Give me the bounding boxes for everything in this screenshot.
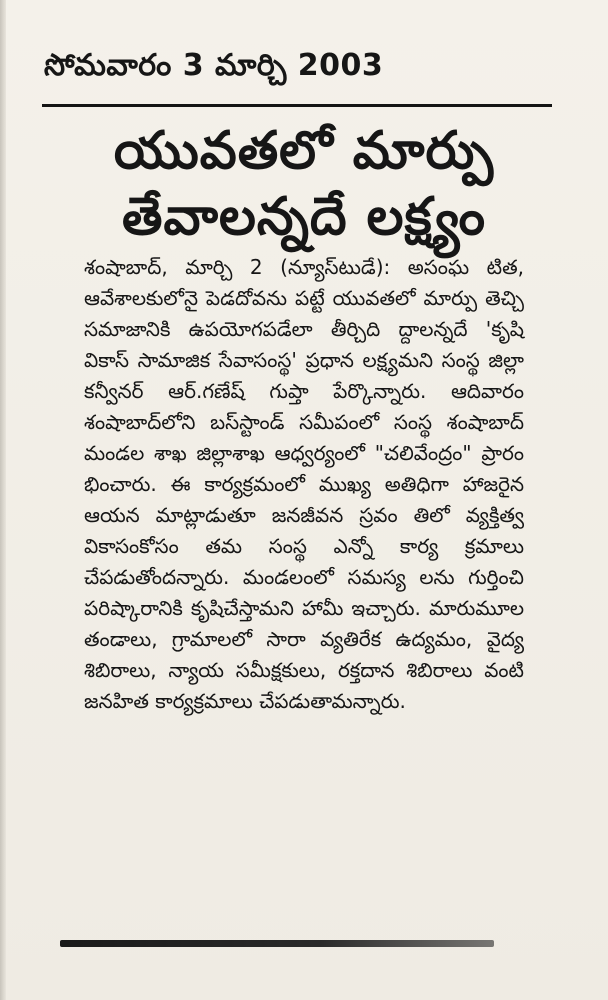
article-body [84, 252, 524, 717]
dateline-rule [42, 104, 552, 107]
headline-line-2: తేవాలన్నదే లక్ష్యం [122, 187, 486, 247]
headline-line-1: యువతలో మార్పు [113, 121, 495, 181]
dateline: సోమవారం 3 మార్చి 2003 [44, 48, 384, 83]
end-rule [60, 940, 494, 947]
paper-edge [0, 0, 6, 1000]
article-paragraph: శంషాబాద్, మార్చి 2 (న్యూస్‌టుడే): అసంఘ టిత, ఆవేశాలకులోనై పెడదోవను పట్టే యువతలో మార్పు తెచ్చి సమాజానికి ఉపయోగపడేలా తీర్చిది ద్దాలన్నదే 'కృషి వికాస్ సామాజిక సేవాసంస్థ' ప్రధాన లక్ష్యమని సంస్థ జిల్లా కన్వీనర్ ఆర్.గణేష్ గుప్తా పేర్కొన్నారు. ఆదివారం శంషాబాద్‌లోని బస్‌స్టాండ్ సమీపంలో సంస్థ శంషాబాద్ మండల శాఖ జిల్లాశాఖ ఆధ్వర్యంలో "చలివేంద్రం" ప్రారం భించారు. ఈ కార్యక్రమంలో ముఖ్య అతిధిగా హాజరైన ఆయన మాట్లాడుతూ జనజీవన స్రవం తిలో వ్యక్తిత్వ వికాసంకోసం తమ సంస్థ ఎన్నో కార్య క్రమాలు చేపడుతోందన్నారు. మండలంలో సమస్య లను గుర్తించి పరిష్కారానికి కృషిచేస్తామని హామీ ఇచ్చారు. మారుమూల తండాలు, గ్రామాలలో సారా వ్యతిరేక ఉద్యమం, వైద్య శిబిరాలు, న్యాయ సమీక్షకులు, రక్తదాన శిబిరాలు వంటి జనహిత కార్యక్రమాలు చేపడుతామన్నారు. [84, 255, 524, 713]
headline [44, 118, 564, 250]
